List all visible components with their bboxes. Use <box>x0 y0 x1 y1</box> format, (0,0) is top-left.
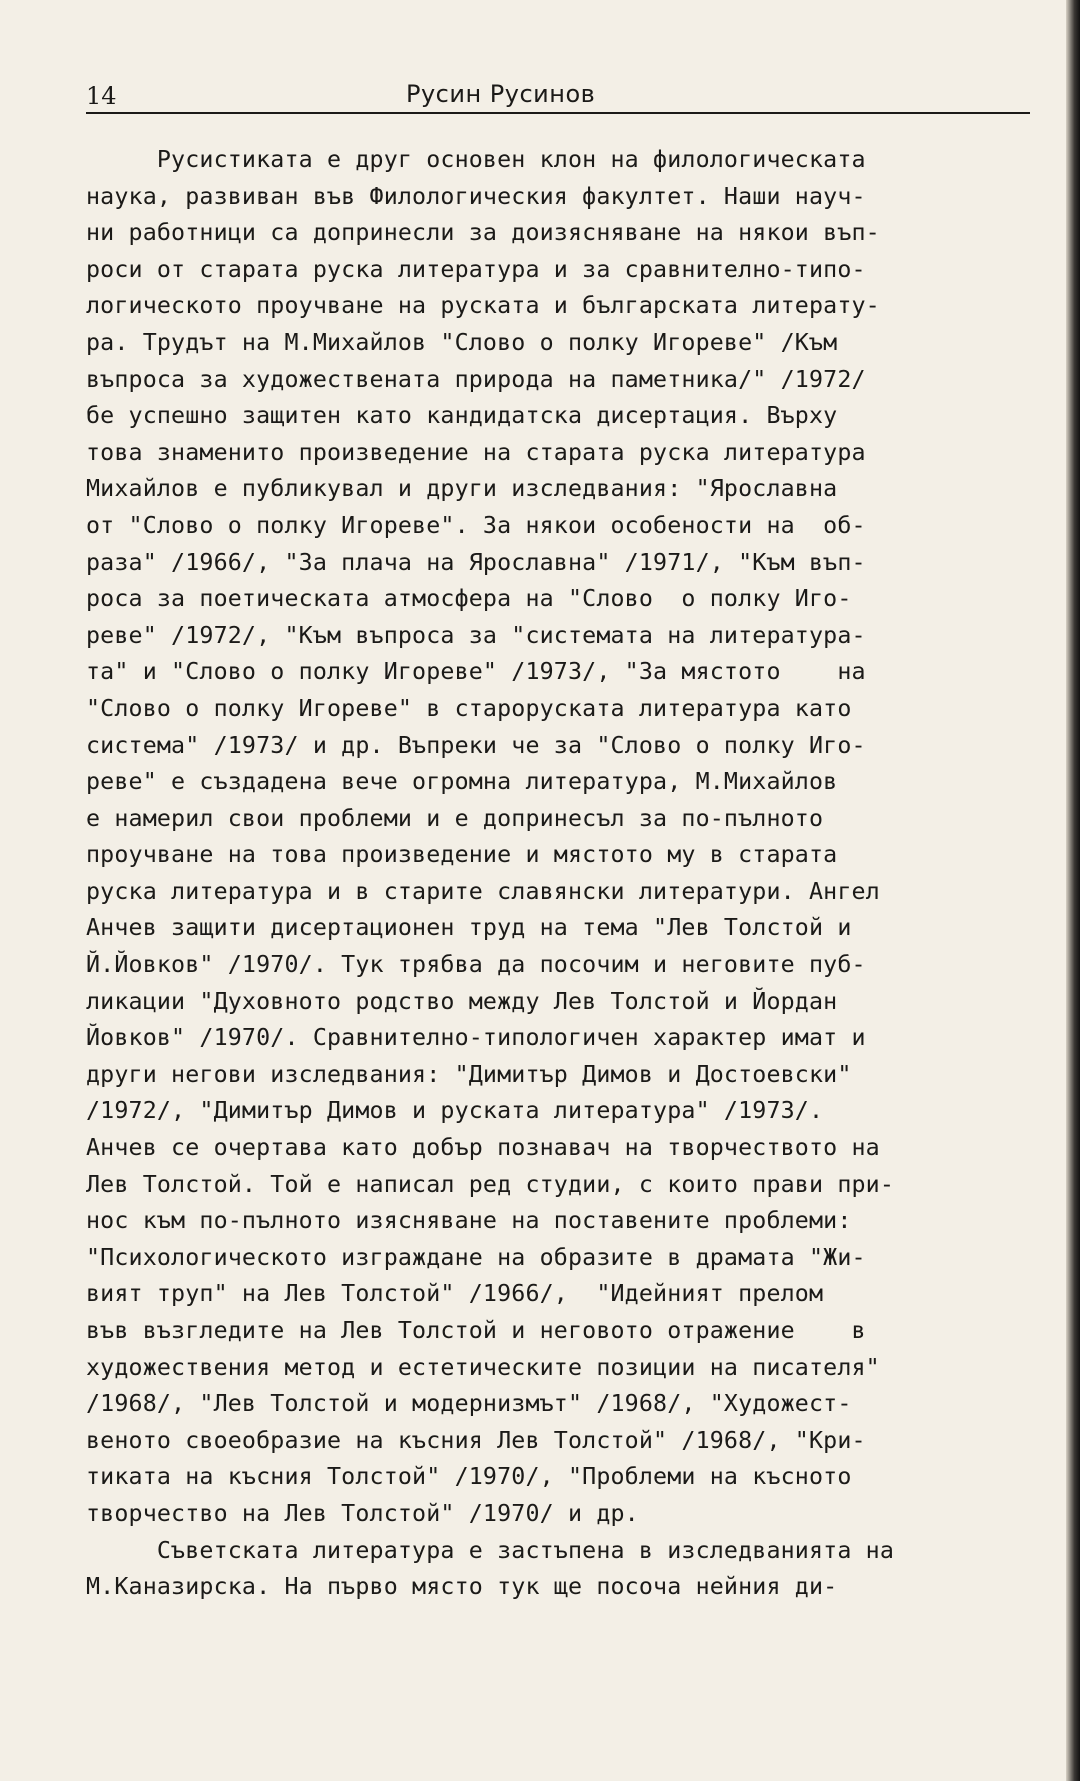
body-text <box>86 142 1046 1606</box>
text-line: във възгледите на Лев Толстой и неговото отражение в <box>86 1317 866 1344</box>
text-line: ра. Трудът на М.Михайлов "Слово о полку Игореве" /Към <box>86 328 838 356</box>
text-line: Лев Толстой. Той е написал ред студии, с които прави при- <box>86 1170 895 1198</box>
text-line: руска литература и в старите славянски литератури. Ангел <box>86 877 880 905</box>
running-head: Русин Русинов <box>406 80 596 108</box>
text-line: Анчев защити дисертационен труд на тема "Лев Толстой и <box>86 914 852 942</box>
text-line: това знаменито произведение на старата руска литература <box>86 438 866 466</box>
text-line: ликации "Духовното родство между Лев Толстой и Йордан <box>86 987 838 1015</box>
text-line: Анчев се очертава като добър познавач на творчеството на <box>86 1134 880 1162</box>
text-line: бе успешно защитен като кандидатска дисертация. Върху <box>86 402 838 430</box>
text-line: Й.Йовков" /1970/. Тук трябва да посочим и неговите пуб- <box>86 951 866 979</box>
text-line: раза" /1966/, "За плача на Ярославна" /1971/, "Към въп- <box>86 548 866 576</box>
text-line: /1968/, "Лев Толстой и модернизмът" /1968/, "Художест- <box>86 1390 852 1418</box>
text-line: Йовков" /1970/. Сравнително-типологичен характер имат и <box>86 1024 866 1052</box>
text-line: "Слово о полку Игореве" в староруската литература като <box>86 694 852 722</box>
text-line: роса за поетическата атмосфера на "Слово о полку Иго- <box>86 585 852 613</box>
text-line: реве" /1972/, "Към въпроса за "системата на литература- <box>86 621 866 649</box>
text-line: Русистиката е друг основен клон на филологическата <box>86 146 866 173</box>
text-line: логическото проучване на руската и българската литерату- <box>86 292 880 320</box>
text-line: наука, развиван във Филологическия факултет. Наши науч- <box>86 182 866 210</box>
text-line: вият труп" на Лев Толстой" /1966/, "Идейният прелом <box>86 1280 824 1308</box>
text-line: Михайлов е публикувал и други изследвания: "Ярославна <box>86 475 838 503</box>
text-line: реве" е създадена вече огромна литература, М.Михайлов <box>86 768 838 796</box>
text-line: проучване на това произведение и мястото му в старата <box>86 841 838 869</box>
text-line: е намерил свои проблеми и е допринесъл за по-пълното <box>86 804 824 832</box>
text-line: роси от старата руска литература и за сравнително-типо- <box>86 255 866 283</box>
text-line: веното своеобразие на късния Лев Толстой" /1968/, "Кри- <box>86 1426 866 1454</box>
text-line: ни работници са допринесли за доизясняване на някои въп- <box>86 219 880 247</box>
text-line: "Психологическото изграждане на образите в драмата "Жи- <box>86 1243 866 1271</box>
text-line: творчество на Лев Толстой" /1970/ и др. <box>86 1499 639 1527</box>
text-line: та" и "Слово о полку Игореве" /1973/, "За мястото на <box>86 658 866 686</box>
text-line: от "Слово о полку Игореве". За някои особености на об- <box>86 511 866 539</box>
text-line: други негови изследвания: "Димитър Димов и Достоевски" <box>86 1060 852 1088</box>
text-line: художествения метод и естетическите позиции на писателя" <box>86 1353 880 1381</box>
text-line: система" /1973/ и др. Въпреки че за "Слово о полку Иго- <box>86 731 866 759</box>
text-line: нос към по-пълното изясняване на поставените проблеми: <box>86 1207 852 1235</box>
page-header <box>86 80 1030 114</box>
text-line: тиката на късния Толстой" /1970/, "Проблеми на късното <box>86 1463 852 1491</box>
text-line: М.Каназирска. На първо място тук ще посоча нейния ди- <box>86 1573 838 1601</box>
text-line: Съветската литература е застъпена в изследванията на <box>86 1536 895 1564</box>
text-line: /1972/, "Димитър Димов и руската литература" /1973/. <box>86 1097 824 1125</box>
text-line: въпроса за художествената природа на паметника/" /1972/ <box>86 365 866 393</box>
page-number: 14 <box>86 82 117 110</box>
page-edge-shadow <box>1066 0 1080 1781</box>
